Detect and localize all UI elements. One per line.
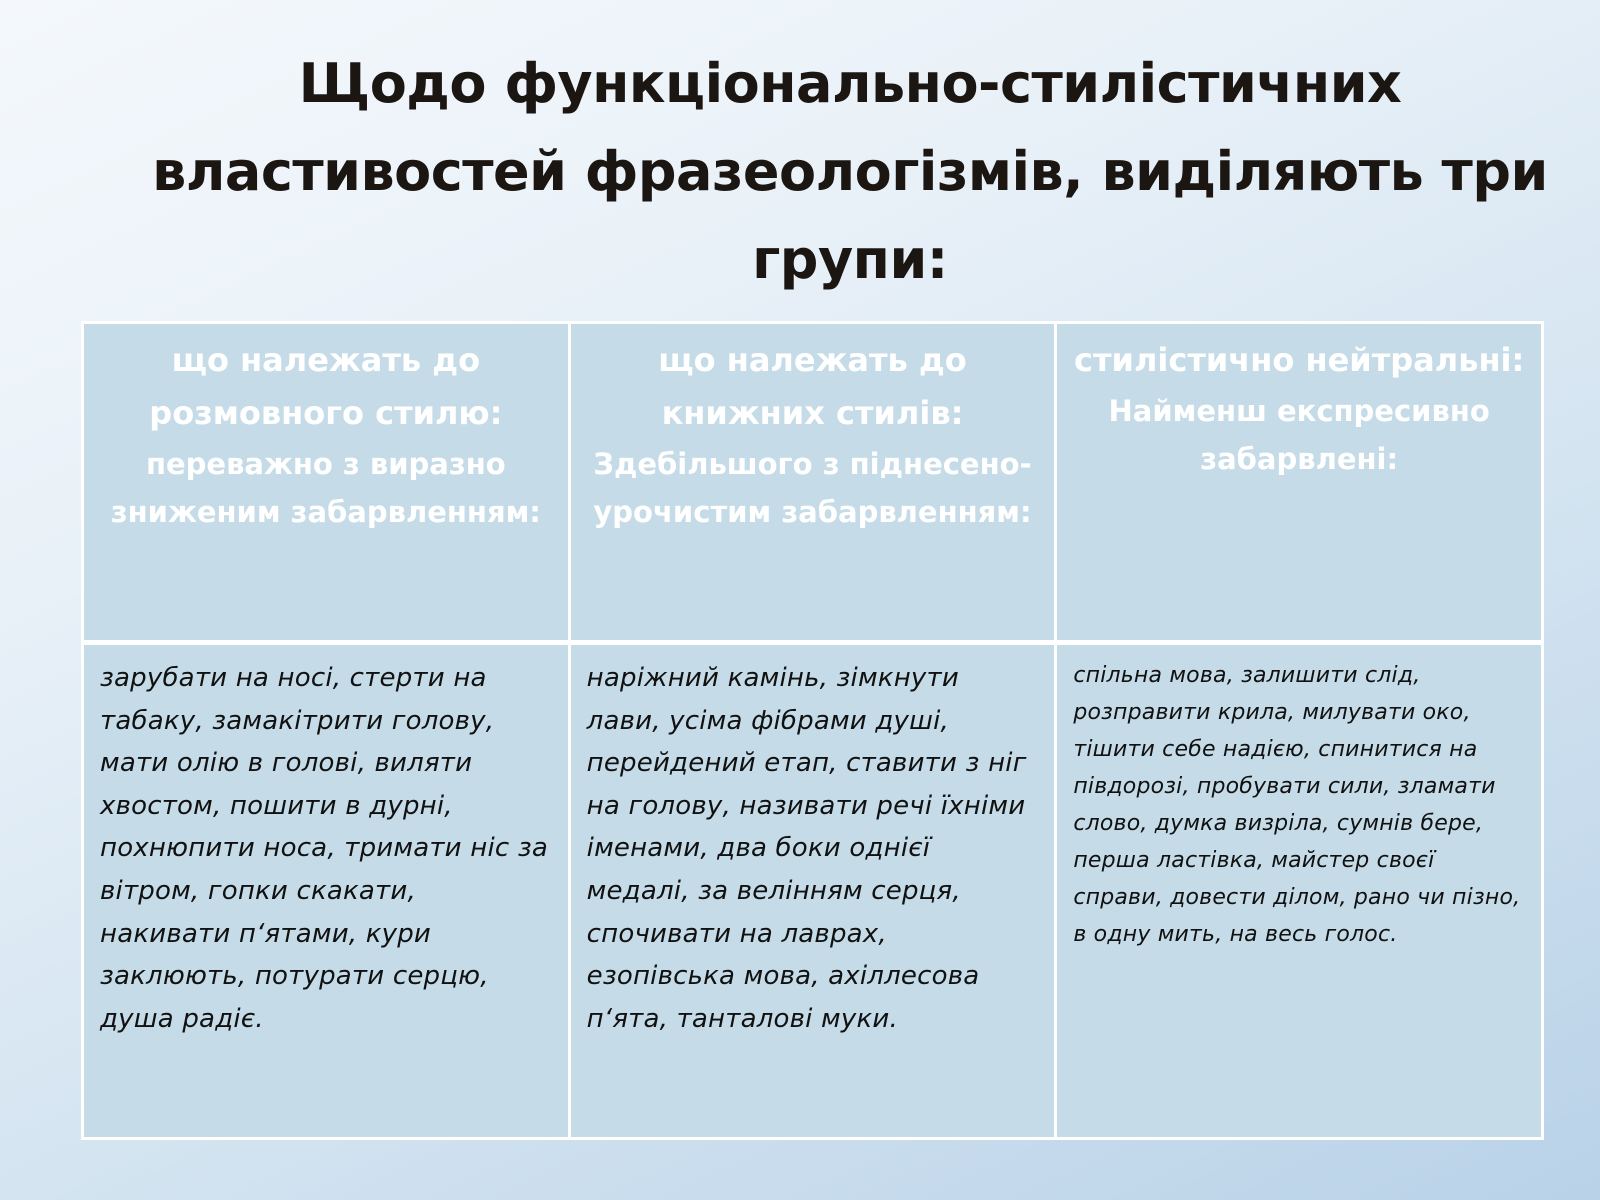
header-bookish-title: що належать до книжних стилів: — [658, 341, 967, 432]
body-cell-bookish — [569, 643, 1056, 1139]
examples-neutral: спільна мова, залишити слід, розправити крила, милувати око, тішити себе надією, спинитися на півдорозі, пробувати сили, зламати слово, думка визріла, сумнів бере, перша ластівка, майстер своєї справи, довести ділом, рано чи пізно, в одну мить, на весь голос. — [1073, 663, 1521, 947]
header-colloquial-subtitle: переважно з виразно зниженим забарвленням: — [110, 447, 541, 529]
slide-title: Щодо функціонально-стилістичних властивостей фразеологізмів, виділяють три групи: — [152, 52, 1548, 291]
table-body-row — [83, 643, 1543, 1139]
examples-bookish: наріжний камінь, зімкнути лави, усіма фібрами душі, перейдений етап, ставити з ніг на голову, називати речі їхніми іменами, два боки однієї медалі, за велінням серця, спочивати на лаврах, езопівська мова, ахіллесова п‘ята, танталові муки. — [586, 663, 1027, 1034]
header-neutral-title: стилістично нейтральні: — [1074, 341, 1525, 379]
header-cell-bookish — [569, 323, 1056, 643]
header-cell-colloquial — [83, 323, 570, 643]
phraseology-groups-table — [81, 321, 1544, 1140]
table-header-row — [83, 323, 1543, 643]
examples-colloquial: зарубати на носі, стерти на табаку, замакітрити голову, мати олію в голові, виляти хвостом, пошити в дурні, похнюпити носа, тримати ніс за вітром, гопки скакати, накивати п‘ятами, кури заклюють, потурати серцю, душа радіє. — [100, 663, 548, 1034]
header-cell-neutral — [1056, 323, 1543, 643]
body-cell-colloquial — [83, 643, 570, 1139]
header-neutral-subtitle: Найменш експресивно забарвлені: — [1108, 394, 1490, 476]
header-bookish-subtitle: Здебільшого з піднесено-урочистим забарвленням: — [593, 447, 1032, 529]
header-colloquial-title: що належать до розмовного стилю: — [149, 341, 503, 432]
body-cell-neutral — [1056, 643, 1543, 1139]
